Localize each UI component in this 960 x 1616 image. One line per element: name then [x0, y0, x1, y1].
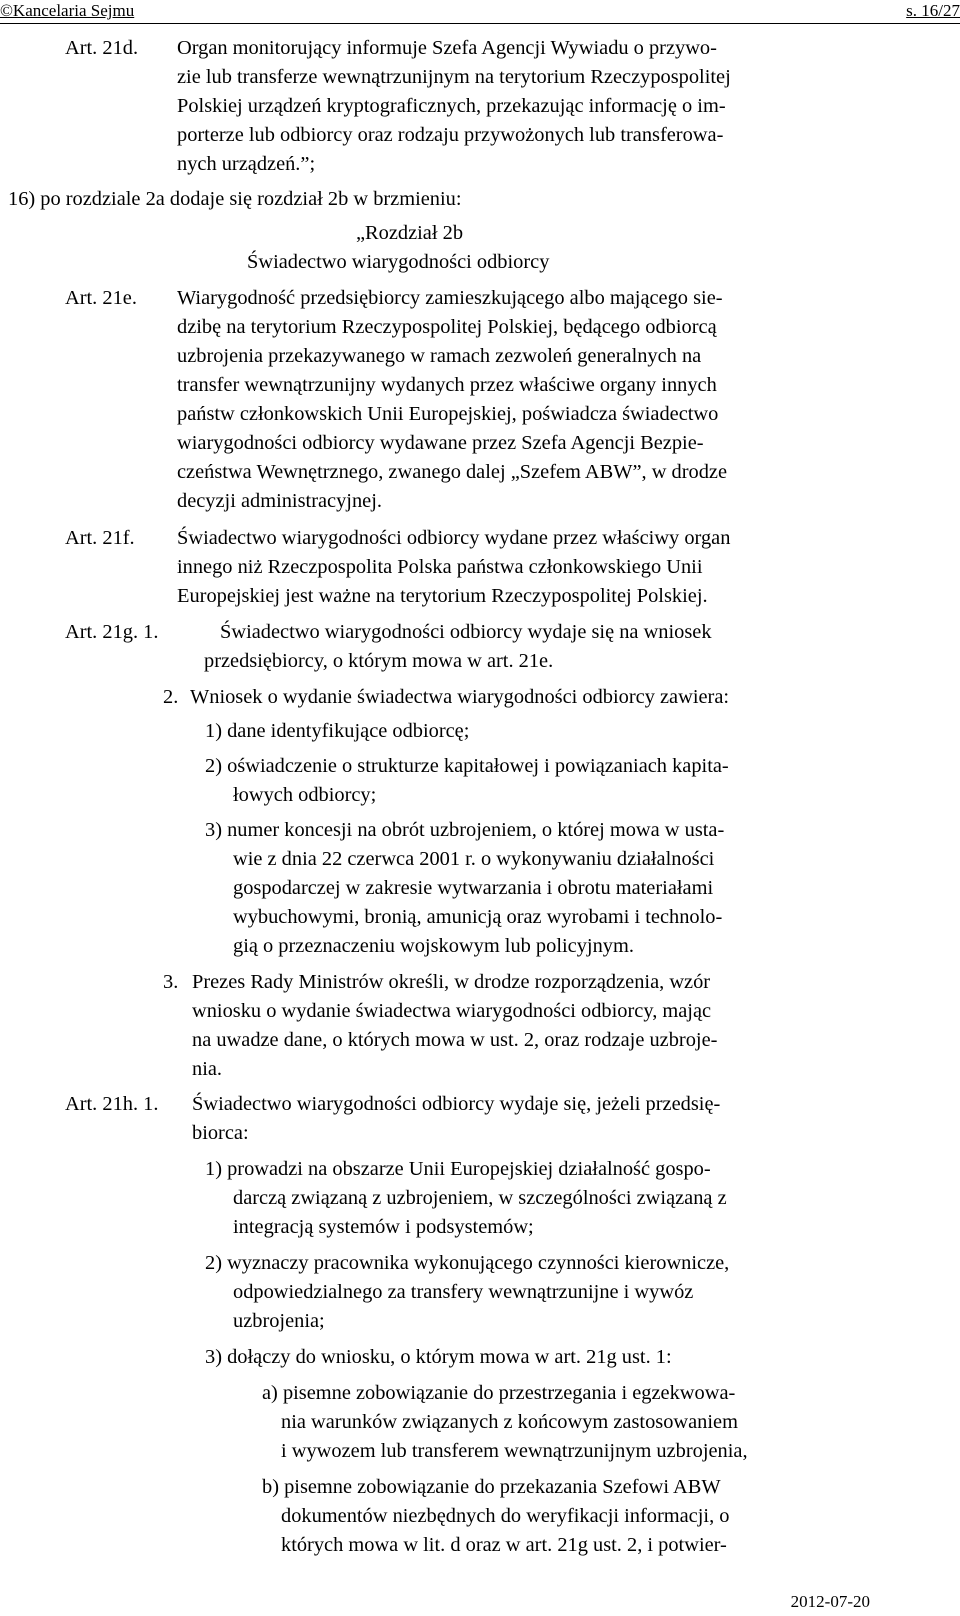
art21f-line-1: Świadectwo wiarygodności odbiorcy wydane przez właściwy organ [177, 527, 731, 549]
art21g-3-label: 3. [163, 971, 179, 993]
art21h-point-2-line-3: uzbrojenia; [233, 1310, 325, 1332]
art21h-point-3a-line-3: i wywozem lub transferem wewnątrzunijnym uzbrojenia, [281, 1440, 748, 1462]
art21e-line-2: dzibę na terytorium Rzeczypospolitej Polskiej, będącego odbiorcą [177, 316, 717, 338]
art21e-label: Art. 21e. [65, 287, 137, 309]
art21e-line-5: państw członkowskich Unii Europejskiej, poświadcza świadectwo [177, 403, 719, 425]
art21e-line-8: decyzji administracyjnej. [177, 490, 382, 512]
art21g-3-line-2: wniosku o wydanie świadectwa wiarygodności odbiorcy, mając [192, 1000, 712, 1022]
art21h-point-3a-line-1: a) pisemne zobowiązanie do przestrzegania i egzekwowa- [262, 1382, 736, 1404]
art21g-2-point-3-line-2: wie z dnia 22 czerwca 2001 r. o wykonywaniu działalności [233, 848, 715, 870]
art21h-point-3b-line-2: dokumentów niezbędnych do weryfikacji informacji, o [281, 1505, 730, 1527]
art21d-line-3: Polskiej urządzeń kryptograficznych, przekazując informację o im- [177, 95, 726, 117]
chapter-number: „Rozdział 2b [356, 222, 464, 244]
art21h-label: Art. 21h. 1. [65, 1093, 159, 1115]
art21g-2-point-3-line-1: 3) numer koncesji na obrót uzbrojeniem, o której mowa w usta- [205, 819, 725, 841]
art21g-2-label: 2. [163, 686, 179, 708]
art21h-1-line-1: Świadectwo wiarygodności odbiorcy wydaje się, jeżeli przedsię- [192, 1093, 721, 1115]
art21f-label: Art. 21f. [65, 527, 135, 549]
art21g-2-line-1: Wniosek o wydanie świadectwa wiarygodności odbiorcy zawiera: [190, 686, 730, 708]
art21g-3-line-4: nia. [192, 1058, 223, 1080]
art21d-line-5: nych urządzeń.”; [177, 153, 316, 175]
art21g-3-line-1: Prezes Rady Ministrów określi, w drodze rozporządzenia, wzór [192, 971, 711, 993]
art21h-1-line-2: biorca: [192, 1122, 249, 1144]
art21g-1-line-2: przedsiębiorcy, o którym mowa w art. 21e. [204, 650, 554, 672]
art21g-2-point-3-line-4: wybuchowymi, bronią, amunicją oraz wyrobami i technolo- [233, 906, 723, 928]
art21e-line-7: czeństwa Wewnętrznego, zwanego dalej „Szefem ABW”, w drodze [177, 461, 727, 483]
art21h-point-1-line-2: darczą związaną z uzbrojeniem, w szczególności związaną z [233, 1187, 727, 1209]
art21g-2-point-3-line-3: gospodarczej w zakresie wytwarzania i obrotu materiałami [233, 877, 714, 899]
art21f-line-3: Europejskiej jest ważne na terytorium Rzeczypospolitej Polskiej. [177, 585, 708, 607]
art21d-label: Art. 21d. [65, 37, 139, 59]
art21h-point-3-line-1: 3) dołączy do wniosku, o którym mowa w art. 21g ust. 1: [205, 1346, 672, 1368]
art21h-point-3b-line-1: b) pisemne zobowiązanie do przekazania Szefowi ABW [262, 1476, 721, 1498]
art21h-point-1-line-1: 1) prowadzi na obszarze Unii Europejskiej działalność gospo- [205, 1158, 711, 1180]
art21g-2-point-2-line-1: 2) oświadczenie o strukturze kapitałowej i powiązaniach kapita- [205, 755, 729, 777]
chapter-title: Świadectwo wiarygodności odbiorcy [247, 251, 550, 273]
header-source: ©Kancelaria Sejmu [0, 1, 135, 20]
art21h-point-3a-line-2: nia warunków związanych z końcowym zastosowaniem [281, 1411, 738, 1433]
art21g-3-line-3: na uwadze dane, o których mowa w ust. 2, oraz rodzaje uzbroje- [192, 1029, 718, 1051]
footer-date: 2012-07-20 [790, 1592, 870, 1611]
art21h-point-2-line-1: 2) wyznaczy pracownika wykonującego czynności kierownicze, [205, 1252, 730, 1274]
art21e-line-6: wiarygodności odbiorcy wydawane przez Szefa Agencji Bezpie- [177, 432, 704, 454]
art21e-line-1: Wiarygodność przedsiębiorcy zamieszkującego albo mającego sie- [177, 287, 723, 309]
art21f-line-2: innego niż Rzeczpospolita Polska państwa członkowskiego Unii [177, 556, 703, 578]
art21g-label: Art. 21g. 1. [65, 621, 159, 643]
art21g-1-line-1: Świadectwo wiarygodności odbiorcy wydaje się na wniosek [220, 621, 712, 643]
art21d-line-2: zie lub transferze wewnątrzunijnym na terytorium Rzeczypospolitej [177, 66, 731, 88]
art21g-2-point-3-line-5: gią o przeznaczeniu wojskowym lub policyjnym. [233, 935, 634, 957]
art21g-2-point-1: 1) dane identyfikujące odbiorcę; [205, 720, 470, 742]
art21e-line-4: transfer wewnątrzunijny wydanych przez właściwe organy innych [177, 374, 717, 396]
art21d-line-4: porterze lub odbiorcy oraz rodzaju przywożonych lub transferowa- [177, 124, 724, 146]
art21d-line-1: Organ monitorujący informuje Szefa Agencji Wywiadu o przywo- [177, 37, 717, 59]
art21g-2-point-2-line-2: łowych odbiorcy; [233, 784, 377, 806]
header-page-number: s. 16/27 [906, 1, 960, 20]
amendment-point-16: 16) po rozdziale 2a dodaje się rozdział 2b w brzmieniu: [8, 188, 462, 210]
header-rule [0, 23, 960, 24]
art21h-point-3b-line-3: których mowa w lit. d oraz w art. 21g ust. 2, i potwier- [281, 1534, 727, 1556]
art21h-point-1-line-3: integracją systemów i podsystemów; [233, 1216, 534, 1238]
art21h-point-2-line-2: odpowiedzialnego za transfery wewnątrzunijne i wywóz [233, 1281, 694, 1303]
art21e-line-3: uzbrojenia przekazywanego w ramach zezwoleń generalnych na [177, 345, 702, 367]
